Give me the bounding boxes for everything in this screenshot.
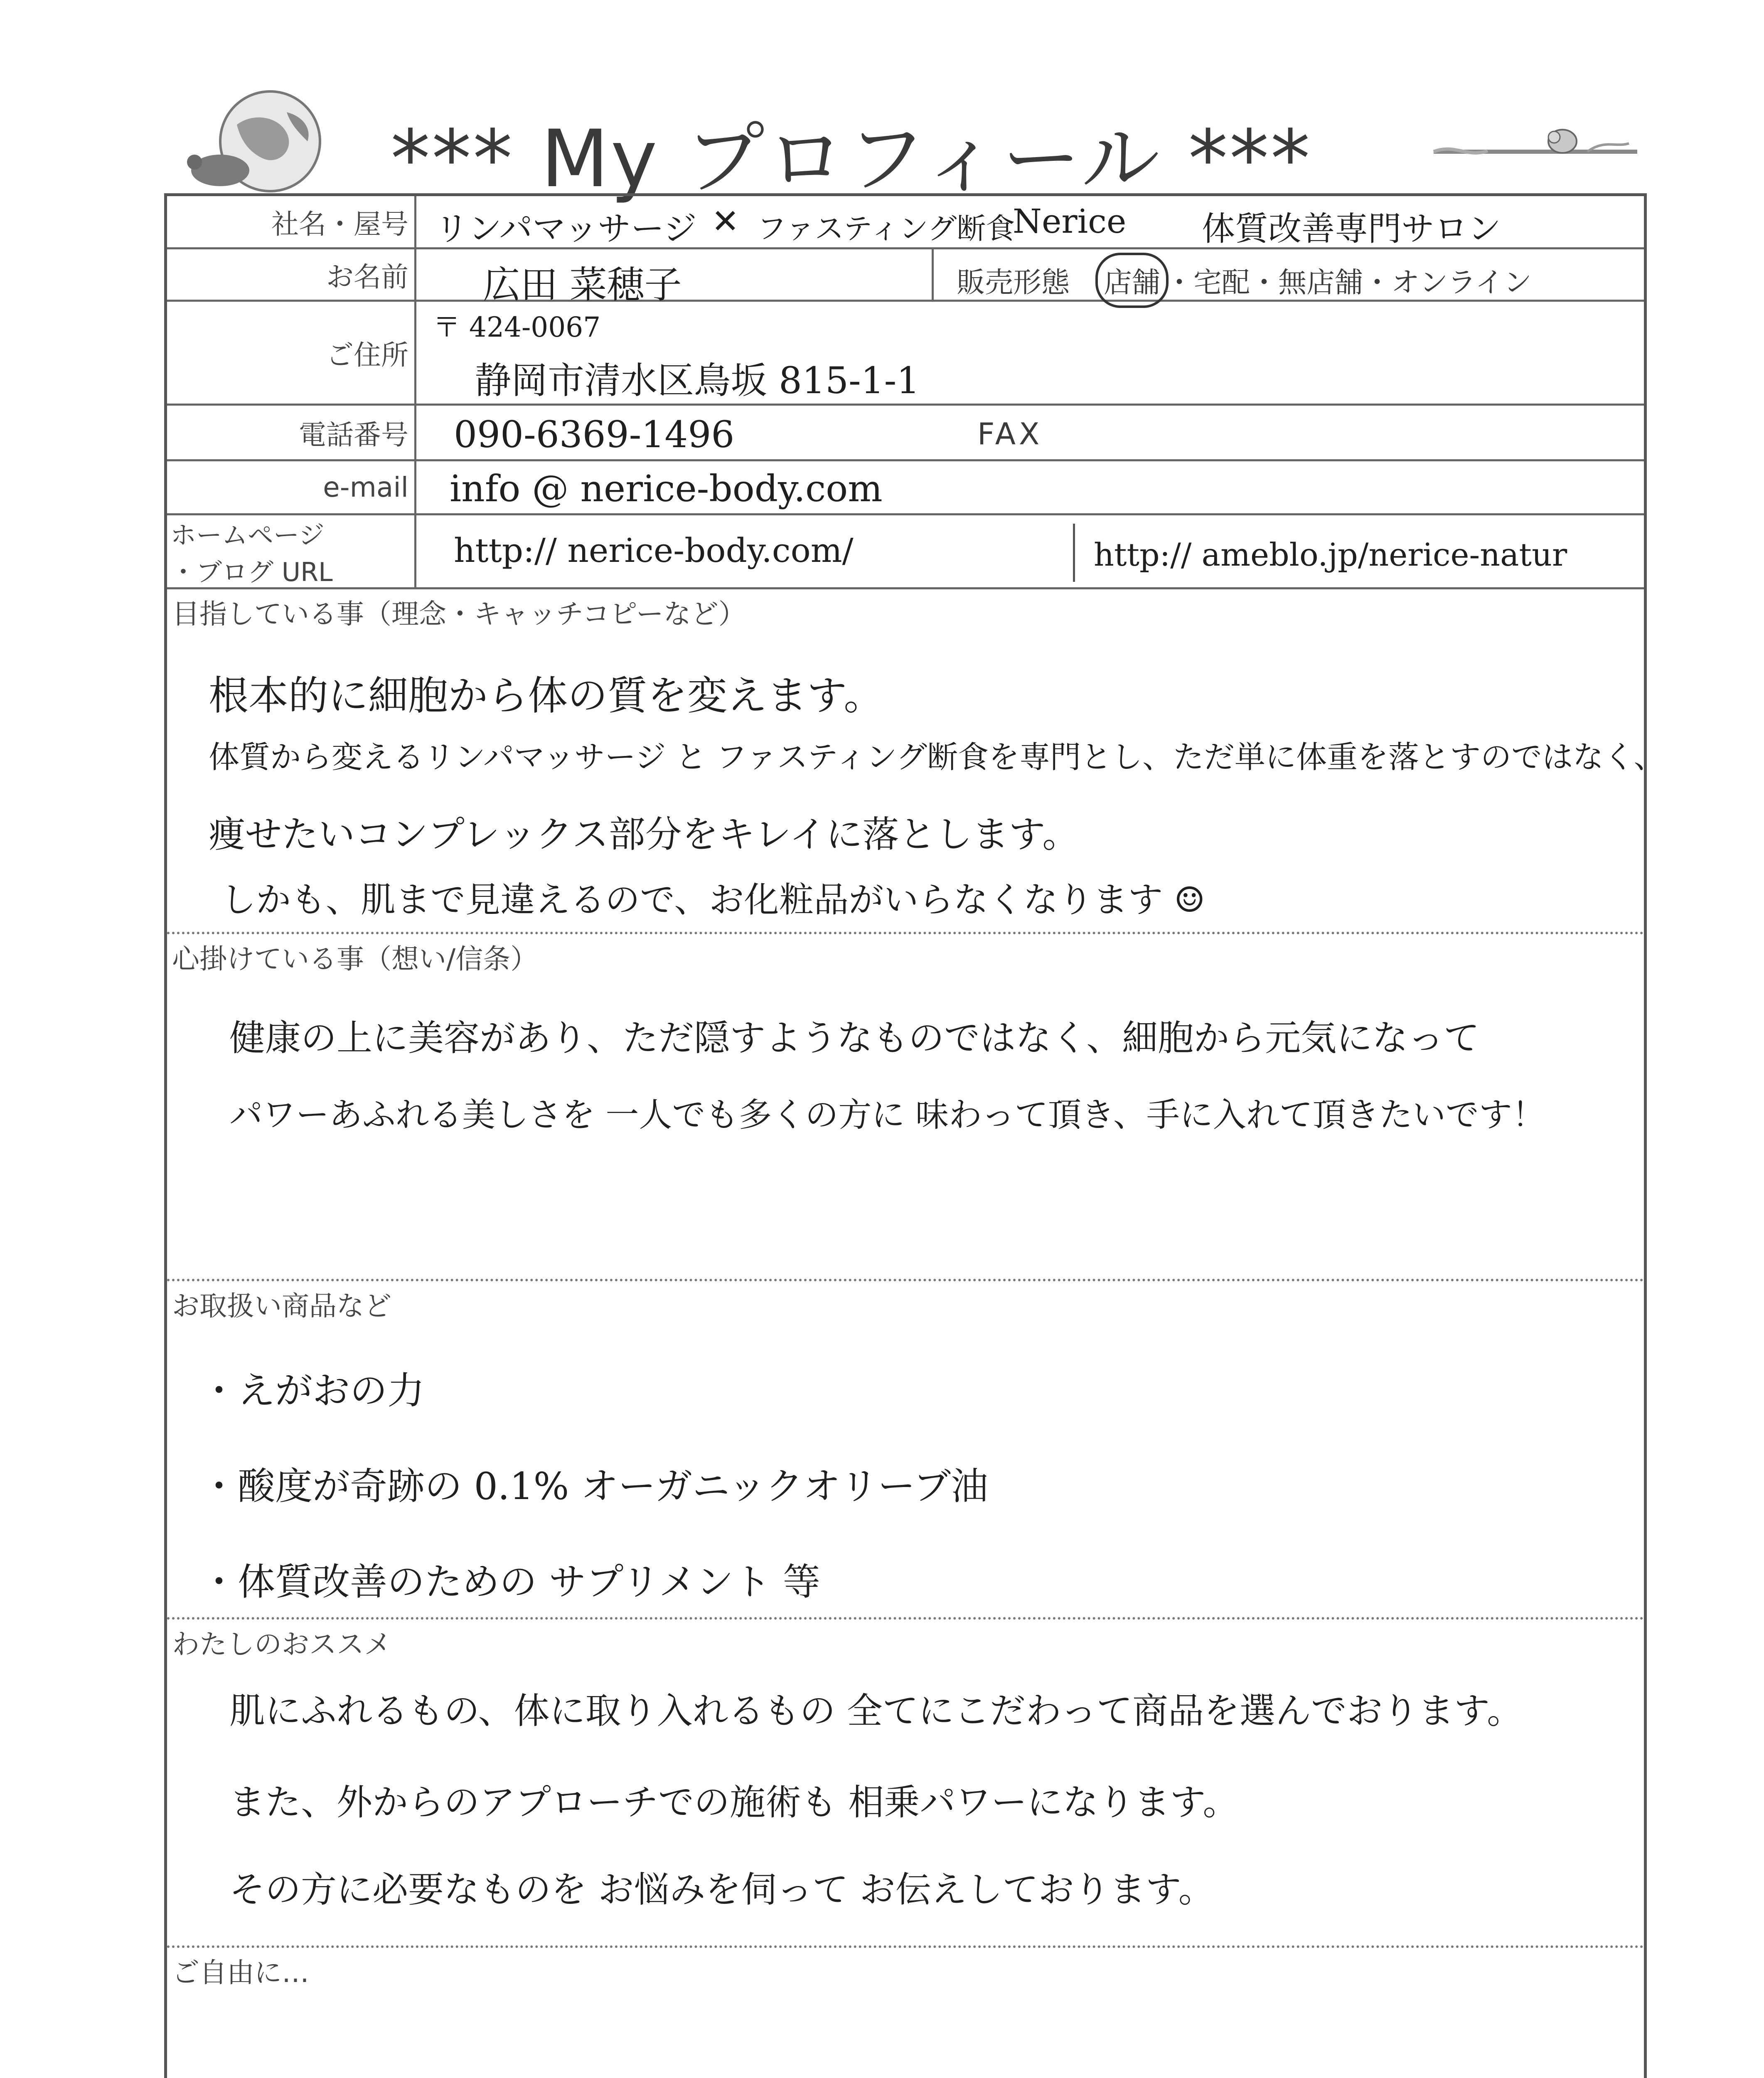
company-cross: ✕ <box>711 202 740 241</box>
product-item: ・酸度が奇跡の 0.1% オーガニックオリーブ油 <box>200 1465 988 1508</box>
mindset-line: 健康の上に美容があり、ただ隠すようなものではなく、細胞から元気になって <box>229 1017 1480 1059</box>
free-heading: ご自由に… <box>172 1957 309 1989</box>
phone-value: 090-6369-1496 <box>454 413 735 456</box>
url-divider <box>1073 524 1075 582</box>
fax-label: FAX <box>977 416 1043 451</box>
email-value: info @ nerice-body.com <box>450 467 883 510</box>
email-label: e-mail <box>167 461 416 513</box>
free-section <box>167 1948 1644 2078</box>
mindset-section <box>167 934 1644 1281</box>
products-section <box>167 1281 1644 1620</box>
aim-line: 体質から変えるリンパマッサージ と ファスティング断食を専門とし、ただ単に体重を落とすのではなく、 <box>209 739 1665 775</box>
aim-section <box>167 589 1665 934</box>
recommend-line: また、外からのアプローチでの施術も 相乗パワーになります。 <box>229 1782 1239 1823</box>
phone-row <box>167 406 1644 461</box>
company-value-salon: 体質改善専門サロン <box>1202 209 1501 248</box>
phone-label: 電話番号 <box>167 406 416 459</box>
blog-url: http:// ameblo.jp/nerice-natur <box>1094 536 1567 573</box>
company-value-lymph: リンパマッサージ <box>435 209 697 248</box>
title-row <box>0 83 1764 205</box>
mindset-heading: 心掛けている事（想い/信条） <box>172 943 538 975</box>
bird-on-branch-icon <box>1429 118 1646 168</box>
postal-code: 〒 424-0067 <box>433 311 601 343</box>
company-value-brand: Nerice <box>1013 202 1127 241</box>
aim-line: 根本的に細胞から体の質を変えます。 <box>209 672 884 719</box>
products-heading: お取扱い商品など <box>172 1290 391 1322</box>
address-label: ご住所 <box>167 302 416 404</box>
recommend-line: 肌にふれるもの、体に取り入れるもの 全てにこだわって商品を選んでおります。 <box>229 1690 1523 1732</box>
company-label: 社名・屋号 <box>167 196 416 247</box>
homepage-label-line2: ・ブログ URL <box>170 556 333 587</box>
aim-heading: 目指している事（理念・キャッチコピーなど） <box>172 598 746 630</box>
homepage-label-line1: ホームページ <box>170 520 325 550</box>
recommend-heading: わたしのおススメ <box>172 1628 391 1660</box>
aim-line: 痩せたいコンプレックス部分をキレイに落とします。 <box>209 813 1079 856</box>
sales-type-options: ・宅配・無店舗・オンライン <box>1165 266 1532 299</box>
name-value: 広田 菜穂子 <box>483 263 682 307</box>
company-row <box>167 196 1644 249</box>
homepage-url: http:// nerice-body.com/ <box>454 531 854 570</box>
address-row <box>167 302 1644 406</box>
name-row <box>167 249 1644 307</box>
mindset-line: パワーあふれる美しさを 一人でも多くの方に 味わって頂き、手に入れて頂きたいです！ <box>229 1096 1545 1134</box>
recommend-line: その方に必要なものを お悩みを伺って お伝えしております。 <box>229 1869 1214 1911</box>
address-line: 静岡市清水区鳥坂 815-1-1 <box>475 359 920 402</box>
company-value-fasting: ファスティング断食 <box>757 212 1015 246</box>
globe-turtle-icon <box>183 87 332 195</box>
sales-type-label: 販売形態 <box>957 266 1070 299</box>
recommend-section <box>167 1620 1644 1948</box>
profile-form <box>164 193 1665 2078</box>
homepage-label <box>167 515 416 587</box>
email-row <box>167 461 1644 515</box>
aim-line: しかも、肌まで見違えるので、お化粧品がいらなくなります ☺ <box>221 879 1206 920</box>
page-title: *** My プロフィール *** <box>391 113 1312 205</box>
product-item: ・えがおの力 <box>200 1369 425 1413</box>
name-label: お名前 <box>167 249 416 300</box>
homepage-row <box>167 515 1644 589</box>
sales-type-selected: 店舗 <box>1095 253 1169 308</box>
product-item: ・体質改善のための サプリメント 等 <box>200 1560 820 1604</box>
sales-divider <box>932 249 934 300</box>
